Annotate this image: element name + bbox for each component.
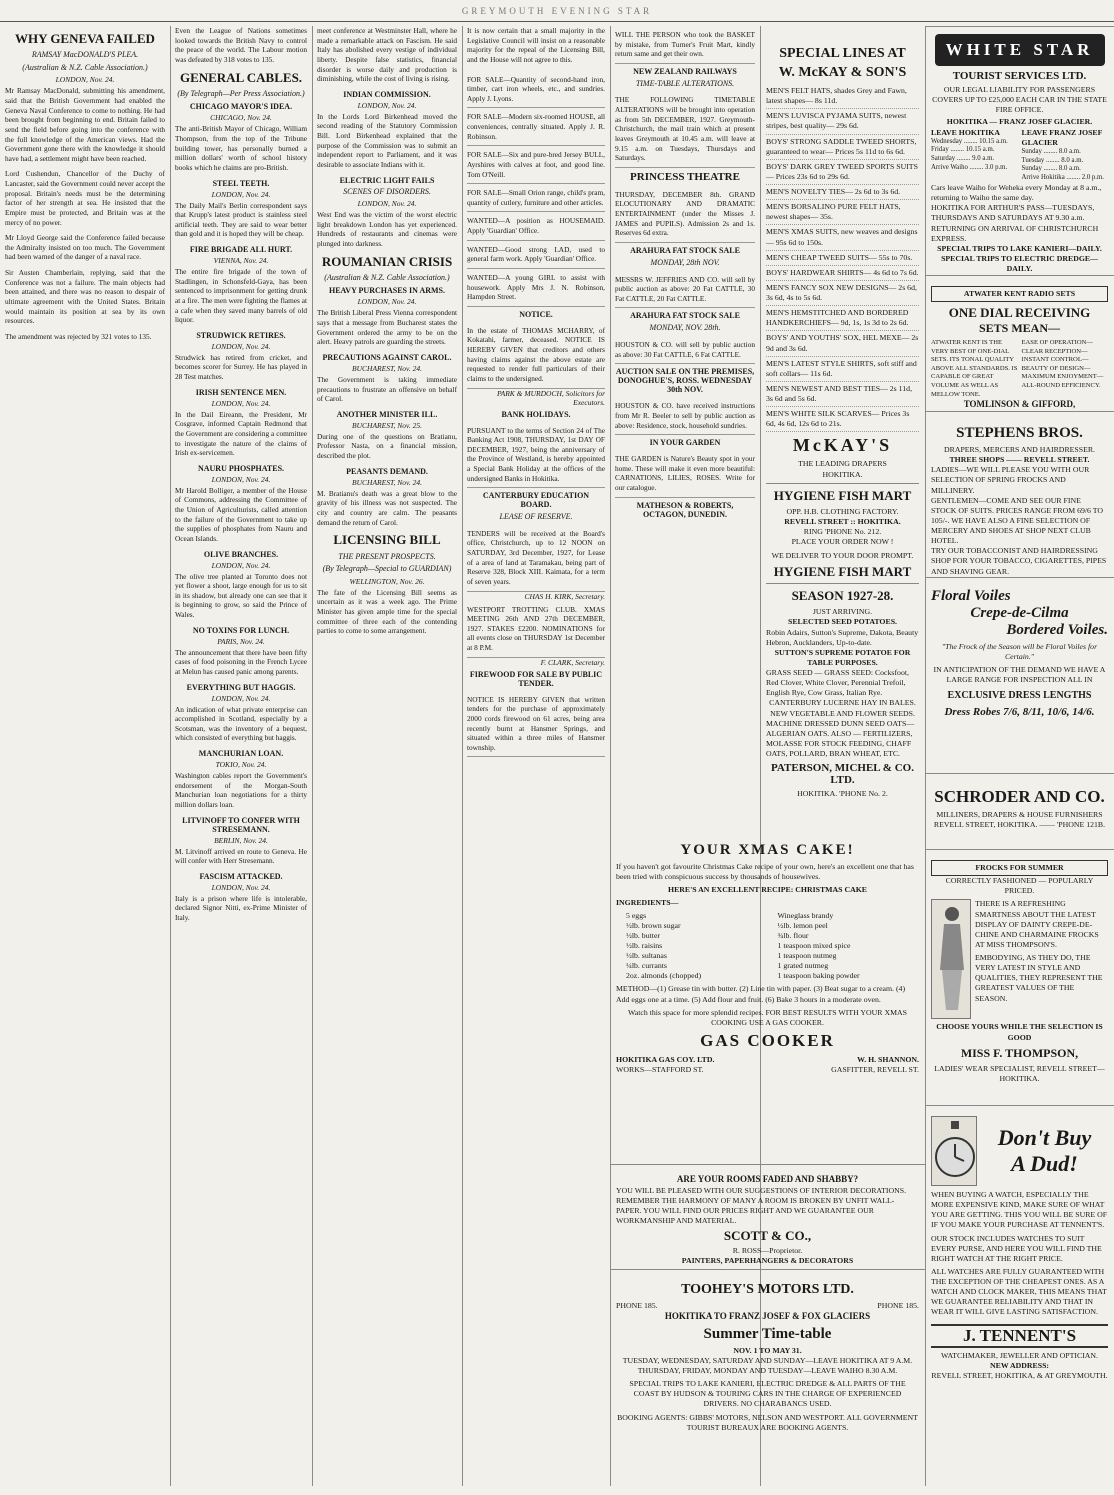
special-line-item: MEN'S CHEAP TWEED SUITS— 55s to 70s.	[766, 251, 919, 266]
classified-ad: FOR SALE—Quantity of second-hand iron, timber, cart iron wheels, etc., and sundries. Apply J. Lyons.	[467, 71, 605, 109]
story-kicker: CHICAGO MAYOR'S IDEA.	[189, 102, 293, 112]
ingredient-item: ½lb. raisins	[626, 940, 663, 950]
ad-text: IN ANTICIPATION OF THE DEMAND WE HAVE A LARGE RANGE FOR INSPECTION ALL IN	[933, 665, 1106, 685]
advertiser-name: W. McKAY & SON'S	[778, 65, 907, 80]
sale-notice: HOUSTON & CO. will sell by public auction as above: 30 Fat CATTLE, 6 Fat CATTLE.	[615, 336, 755, 364]
ad-text: WHEN BUYING A WATCH, ESPECIALLY THE MORE EXPENSIVE KIND, MAKE SURE OF WHAT YOU ARE GETTING. THIS YOU WILL BE SURE OF IF YOU MAKE YOUR PURCHASE AT TENNENT'S.	[931, 1190, 1108, 1230]
dateline: CHICAGO, Nov. 24.	[210, 113, 272, 123]
ad-special	[931, 274, 1108, 276]
ad-headline: SETS MEAN—	[978, 321, 1061, 336]
special-line-item: MEN'S NEWEST AND BEST TIES— 2s 11d, 3s 6d and 5s 6d.	[766, 382, 919, 407]
special-line-item: BOYS' HARDWEAR SHIRTS— 4s 6d to 7s 6d.	[766, 266, 919, 281]
dateline: WELLINGTON, Nov. 26.	[349, 576, 425, 586]
masthead: GREYMOUTH EVENING STAR	[0, 0, 1114, 22]
ad-title: SPECIAL LINES AT	[779, 46, 906, 61]
ad-headline: Crepe-de-Cilma	[970, 605, 1069, 621]
advertiser-name: McKAY'S	[792, 435, 893, 456]
firewood-notice: NOTICE IS HEREBY GIVEN that written tenders for the purchase of approximately 2000 cords firewood on 61 acres, being area recently burnt at Hansmer Springs, and situated within a three miles of Hansmer township.	[467, 691, 605, 758]
ad-subtitle: WATCHMAKER, JEWELLER AND OPTICIAN.	[940, 1350, 1098, 1360]
column-3	[312, 26, 462, 1486]
story-kicker: PRECAUTIONS AGAINST CAROL.	[322, 352, 452, 362]
dateline: LONDON, Nov. 24.	[55, 75, 115, 85]
timetable-left	[931, 138, 1018, 173]
ad-special: SPECIAL TRIPS TO ELECTRIC DREDGE—DAILY.	[941, 253, 1098, 274]
special-line-item: BOYS' DARK GREY TWEED SPORTS SUITS— Prices 23s 6d to 29s 6d.	[766, 160, 919, 185]
special-line-item: MEN'S FELT HATS, shades Grey and Fawn, latest shapes— 8s 11d.	[766, 84, 919, 109]
ad-subtitle: R. ROSS—Proprietor.	[732, 1246, 803, 1256]
advertiser-name: SCOTT & CO.,	[723, 1228, 812, 1244]
ad-subtitle: DRAPERS, MERCERS AND HAIRDRESSER.	[944, 445, 1095, 454]
fashion-figure-illustration	[931, 899, 971, 1019]
dateline: TOKIO, Nov. 24.	[215, 760, 267, 770]
ad-item: MACHINE DRESSED DUNN SEED OATS— ALGERIAN OATS. ALSO — FERTILIZERS, MOLASSE FOR STOCK FEEDING, CHAFF OATS, POLLARD, BRAN WHEAT, ETC.	[766, 718, 915, 758]
special-line-item: BOYS' STRONG SADDLE TWEED SHORTS, guaranteed to wear— Prices 5s 11d to 6s 6d.	[766, 135, 919, 160]
story-kicker: NAURU PHOSPHATES.	[197, 463, 285, 473]
ad-item: SELECTED SEED POTATOES.	[788, 617, 897, 627]
story-kicker: HEAVY PURCHASES IN ARMS.	[328, 286, 446, 296]
dateline: LONDON, Nov. 24.	[211, 398, 271, 408]
atwater-kent-ad	[925, 282, 1114, 412]
ad-item: Robin Adairs, Sutton's Supreme, Dakota, Beauty Hebron, Aucklanders, Up-to-date.	[766, 627, 919, 647]
ad-location: WORKS—STAFFORD ST.	[616, 1065, 704, 1074]
ingredient-item: ¾lb. flour	[777, 930, 809, 940]
notice-heading: FIREWOOD FOR SALE BY PUBLIC TENDER.	[469, 669, 603, 688]
ad-text: ALL WATCHES ARE FULLY GUARANTEED WITH THE EXCEPTION OF THE CHEAPEST ONES. AS A WATCH AND CLOCK MAKER, THIS MEANS THAT WE GUARANTEE RELIABILITY AND THAT IN WEAR IT WILL GIVE LASTING SATISFACTION.	[931, 1266, 1107, 1317]
ad-text: SPECIAL TRIPS TO LAKE KANIERI, ELECTRIC DREDGE & ALL PARTS OF THE COAST BY HUDSON & TOURING CARS IN THE CHARGE OF EXPERIENCED DRIVERS. NO CHARABANCS USED.	[629, 1379, 906, 1409]
classified-ad: FOR SALE—Small Orion range, child's pram, quantity of cutlery, furniture and other articles.	[467, 184, 605, 212]
subheadline: RAMSAY MacDONALD'S PLEA.	[31, 50, 139, 60]
ad-title: ARE YOUR ROOMS FADED AND SHABBY?	[676, 1174, 859, 1184]
paragraph: It is now certain that a small majority in the Legislative Council will insist on a reasonable majority for the repeal of the Licensing Bill, and the House will not agree to this.	[467, 26, 605, 64]
theatre-notice: THURSDAY, DECEMBER 8th. GRAND ELOCUTIONARY AND DRAMATIC ENTERTAINMENT (under the Misses J. JAMES and PUPILS). Admission 2s and 1s. Reserves 6d extra.	[615, 186, 755, 243]
paragraph: In the Lords Lord Birkenhead moved the second reading of the Statutory Commission Bill. Lord Birkenhead explained that the purpose of the Commission was to submit an independent report to Parliament, and it was desirable to associate Indians with it.	[317, 111, 457, 169]
ingredient-item: 5 eggs	[626, 910, 647, 920]
ad-item: CANTERBURY LUCERNE HAY IN BALES.	[769, 698, 916, 708]
story-kicker: NO TOXINS FOR LUNCH.	[192, 625, 290, 635]
frocks-ad	[925, 856, 1114, 1106]
dateline: BUCHAREST, Nov. 25.	[352, 420, 422, 430]
ad-text: OUR LEGAL LIABILITY FOR PASSENGERS COVERS UP TO £25,000 EACH CAR IN THE STATE FIRE OFFICE.	[932, 85, 1107, 115]
special-line-item: BOYS' AND YOUTHS' SOX, HEL MEXE— 2s 9d and 3s 6d.	[766, 331, 919, 356]
dateline: LONDON, Nov. 24.	[211, 560, 271, 570]
special-line-item: MEN'S BORSALINO PURE FELT HATS, newest shapes— 35s.	[766, 200, 919, 225]
timetable-row: Tuesday ........ 8.0 a.m.	[1021, 156, 1084, 164]
tender-notice: TENDERS will be received at the Board's office, Christchurch, up to 12 NOON on SATURDAY, 3rd December, 1927, for Lease of a area of land at Taramakau, being part of Reserve 328, Block XIII. Kaimata, for a term of seven years.	[467, 525, 605, 592]
paragraph: Sir Austen Chamberlain, replying, said that the Conference was not a failure. The main objects had been attained, and there was no reason to despair of ultimate agreement with the United States. Britain would maintain its position at sea by its own resources.	[5, 268, 165, 326]
ad-title: TOURIST SERVICES LTD.	[952, 70, 1087, 82]
ad-text: OUR STOCK INCLUDES WATCHES TO SUIT EVERY PURSE, AND HERE YOU WILL FIND THE RIGHT WATCH AT THE RIGHT PRICE.	[931, 1233, 1102, 1263]
ad-location: REVELL STREET, HOKITIKA. —— 'PHONE 121B.	[933, 820, 1106, 830]
ad-text: HOKITIKA FOR ARTHUR'S PASS—TUESDAYS, THURSDAYS AND SATURDAYS AT 9.30 a.m. RETURNING ON ARRIVAL OF CHRISTCHURCH EXPRESS.	[931, 203, 1099, 243]
dateline: LONDON, Nov. 24.	[211, 693, 271, 703]
ad-subtitle: OPP. H.B. CLOTHING FACTORY.	[786, 506, 899, 516]
ingredient-item: ½lb. brown sugar	[626, 920, 681, 930]
faded-rooms-ad	[610, 1170, 925, 1270]
schroder-ad	[925, 780, 1114, 850]
paragraph: meet conference at Westminster Hall, where he made a remarkable attack on Fascism. He said Italy has abolished every vestige of individual liberty. Despite false statistics, financial disorder is worse daily and production is diminishing, while the cost of living is rising.	[317, 26, 457, 84]
story-list	[175, 102, 307, 922]
ad-text: Cars leave Waiho for Weheka every Monday at 8 a.m., returning to Waiho the same day.	[931, 183, 1102, 203]
dateline: VIENNA, Nov. 24.	[213, 256, 269, 266]
source: (Australian & N.Z. Cable Association.)	[22, 62, 148, 72]
tooheys-ad	[610, 1275, 925, 1490]
ad-title: FROCKS FOR SUMMER	[931, 860, 1108, 876]
voiles-ad	[925, 584, 1114, 774]
timetable-row: Arrive Waiho ........ 3.0 p.m.	[931, 164, 1008, 172]
ad-location: REVELL STREET :: HOKITIKA.	[784, 516, 901, 526]
column-4	[462, 26, 610, 1486]
ingredients-label: INGREDIENTS—	[616, 898, 679, 908]
ad-item: SUTTON'S SUPREME POTATOE FOR TABLE PURPOSES.	[774, 647, 911, 667]
notice-heading: BANK HOLIDAYS.	[501, 409, 571, 419]
dateline: BUCHAREST, Nov. 24.	[352, 363, 422, 373]
basket-notice: WILL THE PERSON who took the BASKET by mistake, from Turner's Fruit Mart, kindly return same and get their own.	[615, 26, 755, 64]
paragraph: The announcement that there have been fifty cases of food poisoning in the French Lycee at Melun has caused panic among parents.	[175, 647, 307, 676]
special-line-item: MEN'S XMAS SUITS, new weaves and designs— 95s 6d to 150s.	[766, 225, 919, 250]
ad-text: ATWATER KENT IS THE VERY BEST OF ONE-DIAL SETS. ITS TONAL QUALITY ABOVE ALL STANDARDS. IS CAPABLE OF GREAT VOLUME AS WELL AS MELLOW TONE.	[931, 339, 1018, 398]
garden-notice: THE GARDEN is Nature's Beauty spot in your home. These will make it even more beautiful: CARNATIONS, LILIES, ROSES. Write for our catalogue.	[615, 450, 755, 498]
advertiser-name: MATHESON & ROBERTS, OCTAGON, DUNEDIN.	[636, 500, 734, 519]
ingredient-item: 1 grated nutmeg	[777, 961, 829, 971]
paragraph: The entire fire brigade of the town of Stadlingen, in Schonsfeld-Gaya, has been sentenced to imprisonment for getting drunk at a fire. The men were fighting the flames at a cafe when they saved many barrels of old liquor.	[175, 267, 307, 325]
ad-subtitle: JUST ARRIVING.	[812, 607, 873, 617]
paragraph: West End was the victim of the worst electric light breakdown London has yet experienced. Hundreds of restaurants and cinemas were plunged into darkness.	[317, 210, 457, 248]
ad-trades: PAINTERS, PAPERHANGERS & DECORATORS	[681, 1256, 854, 1266]
advertiser-name: PATERSON, MICHEL & CO. LTD.	[771, 762, 914, 787]
ingredient-item: 1 teaspoon mixed spice	[777, 940, 851, 950]
method-text: METHOD—(1) Grease tin with butter. (2) Line tin with paper. (3) Beat sugar to a cream. (4) Add eggs one at a time. (5) Add flour and fruit. (6) Bake 3 hours in a moderate oven.	[616, 984, 906, 1004]
dateline: LONDON, Nov. 24.	[211, 474, 271, 484]
notice-heading: IN YOUR GARDEN	[649, 438, 721, 448]
column-6	[760, 26, 925, 846]
ad-title: SEASON 1927-28.	[766, 583, 919, 604]
advertiser-name: TOOHEY'S MOTORS LTD.	[681, 1282, 854, 1297]
ingredients-list	[626, 911, 919, 982]
ad-text: YOU WILL BE PLEASED WITH OUR SUGGESTIONS OF INTERIOR DECORATIONS. REMEMBER THE HARMONY OF MANY A ROOM IS BROKEN BY UNFIT WALL-PAPER. YOU WILL FIND OUR PRICES RIGHT AND WE GUARANTEE OUR WORKMANSHIP AND MATERIAL.	[616, 1185, 907, 1226]
notice-heading: NEW ZEALAND RAILWAYS	[633, 66, 737, 76]
story-kicker: EVERYTHING BUT HAGGIS.	[186, 682, 296, 692]
paragraph: In the Dail Eireann, the President, Mr Cosgrave, informed Captain Redmond that the Government are considering a committee to investigate the nature of the claims of Irish ex-servicemen.	[175, 409, 307, 458]
ingredient-item: 1 teaspoon nutmeg	[777, 951, 837, 960]
ad-cta: WE DELIVER TO YOUR DOOR PROMPT.	[771, 551, 914, 561]
dateline: BUCHAREST, Nov. 24.	[352, 477, 422, 487]
subheadline: LEASE OF RESERVE.	[499, 512, 573, 522]
dateline: LONDON, Nov. 24.	[211, 341, 271, 351]
ad-text: Watch this space for more splendid recipes. FOR BEST RESULTS WITH YOUR XMAS COOKING USE A GAS COOKER.	[628, 1007, 907, 1027]
column-1	[0, 26, 170, 1486]
timetable-right	[1022, 148, 1109, 183]
ad-subtitle: THREE SHOPS —— REVELL STREET.	[949, 455, 1090, 465]
paragraph: Washington cables report the Government's endorsement of the Morgan-South Manchurian loan negotiations for a thirty million dollars loan.	[175, 771, 307, 809]
advertiser-name: STEPHENS BROS.	[956, 425, 1083, 441]
notice-heading: PRINCESS THEATRE	[630, 170, 740, 183]
timetable-row: Sunday ........ 8.0 a.m.	[1021, 147, 1081, 155]
advertiser-name: W. H. SHANNON.	[857, 1054, 919, 1064]
ad-location: REVELL STREET, HOKITIKA, & AT GREYMOUTH.	[931, 1370, 1108, 1380]
ingredient-item: Wineglass brandy	[777, 910, 834, 920]
headline: ROUMANIAN CRISIS	[321, 253, 453, 269]
ad-text: LADIES—WE WILL PLEASE YOU WITH OUR SELECTION OF SPRING FROCKS AND MILLINERY.	[931, 465, 1090, 495]
classified-ad: FOR SALE—Six and pure-bred Jersey BULL, Ayrshires with calves at foot, and good line. Tom O'Neill.	[467, 146, 605, 184]
sale-notice: MESSRS W. JEFFRIES AND CO. will sell by public auction as above: 20 Fat CATTLE, 30 Fat CATTLE, 20 Fat CATTLE.	[615, 271, 755, 309]
paragraph: The Daily Mail's Berlin correspondent says that Krupp's latest product is stainless steel artificial teeth. They are said to wear better than gold and it is hoped they will be cheap.	[175, 200, 307, 239]
paragraph: Lord Cushendun, Chancellor of the Duchy of Lancaster, said the Government could never accept the proposal. Britain's needs must be the determining factor of her strength at sea. He insisted that the Empire must be protected, and Britain was at the mercy of no power.	[5, 169, 165, 227]
ad-text: GENTLEMEN—COME AND SEE OUR FINE STOCK OF SUITS. PRICES RANGE FROM 69/6 TO 105/-. WE HAVE ALSO A FINE SELECTION OF MERCERY AND SHOES AT SHOP NEXT CLUB HOTEL.	[931, 495, 1104, 546]
ad-phone: PHONE 185.	[616, 1301, 658, 1310]
story-kicker: LITVINOFF TO CONFER WITH STRESEMANN.	[182, 815, 300, 834]
advertiser-name: MISS F. THOMPSON,	[960, 1045, 1079, 1060]
paragraph: Even the League of Nations sometimes looked towards the British Navy to control the peace of the world. The Labour motion was defeated by 318 votes to 135.	[175, 26, 307, 64]
signature: PARK & MURDOCH, Solicitors for Executors.	[497, 388, 605, 407]
ad-text: TUESDAY, WEDNESDAY, SATURDAY AND SUNDAY—LEAVE HOKITIKA AT 9 A.M. THURSDAY, FRIDAY, MONDAY AND TUESDAY—LEAVE WAIHO 8.30 A.M.	[622, 1355, 913, 1376]
ad-phone: RING 'PHONE No. 212.	[803, 526, 882, 536]
timetable-row: Sunday ........ 8.0 a.m.	[1021, 165, 1081, 173]
paragraph: The fate of the Licensing Bill seems as uncertain as it was a week ago. The Prime Minister has given ample time for the special committee of three each of the contending parties to come to some arrangement.	[317, 587, 457, 636]
signature: CHAS H. KIRK, Secretary.	[524, 591, 605, 601]
dateline: LONDON, Nov. 24.	[211, 189, 271, 199]
signature: F. CLARK, Secretary.	[540, 657, 605, 667]
paragraph: Mr Lloyd George said the Conference failed because the Admiralty insisted on too much. The Government had been warned of the danger of a naval race.	[5, 233, 165, 262]
ingredient-item: 2oz. almonds (chopped)	[626, 971, 702, 981]
ad-headline: EXCLUSIVE DRESS LENGTHS	[947, 689, 1092, 701]
ad-subtitle: NEW ADDRESS:	[990, 1360, 1049, 1370]
bank-notice: PURSUANT to the terms of Section 24 of The Banking Act 1908, THURSDAY, 1st DAY OF DECEMBER, 1927, being the anniversary of the Province of Westland, is hereby appointed a Special Bank Holiday at the offices of the undersigned Banks in Hokitika.	[467, 422, 605, 489]
story-kicker: OLIVE BRANCHES.	[203, 549, 279, 559]
special-line-item: MEN'S LUVISCA PYJAMA SUITS, newest stripes, best quality— 29s 6d.	[766, 109, 919, 134]
paragraph: Strudwick has retired from cricket, and becomes scorer for Surrey. He has played in 28 Test matches.	[175, 352, 307, 382]
notice-heading: ARAHURA FAT STOCK SALE	[630, 245, 740, 255]
dateline: LONDON, Nov. 24.	[211, 882, 271, 892]
ad-phone: PHONE 185.	[877, 1301, 919, 1310]
paragraph: An indication of what private enterprise can accomplished in Scotland, especially by a Scotsman, was the inventory of a bequest, which consisted of everything but haggis.	[175, 704, 307, 743]
story-kicker: STEEL TEETH.	[212, 178, 270, 188]
ad-item: NEW VEGETABLE AND FLOWER SEEDS.	[770, 708, 915, 718]
notice-heading: AUCTION SALE ON THE PREMISES, DONOGHUE'S, ROSS. WEDNESDAY 30th NOV.	[615, 367, 755, 395]
special-line-item: MEN'S HEMSTITCHED AND BORDERED HANDKERCHIEFS— 9d, 1s, 1s 3d to 2s 6d.	[766, 306, 919, 331]
source: (By Telegraph—Special to GUARDIAN)	[322, 564, 452, 574]
subheadline: SCENES OF DISORDERS.	[343, 186, 431, 196]
ad-text: EMBODYING, AS THEY DO, THE VERY LATEST IN STYLE AND QUALITIES, THEY REPRESENT THE GREATEST VALUES OF THE SEASON.	[975, 953, 1103, 1003]
trotting-notice: WESTPORT TROTTING CLUB. XMAS MEETING 26th AND 27th DECEMBER, 1927. STAKES £2200. NOMINATIONS for all events close on THURSDAY 1st December at 8 P.M.	[467, 601, 605, 658]
ad-title: Summer Time-table	[703, 1325, 832, 1342]
ad-route: HOKITIKA TO FRANZ JOSEF & FOX GLACIERS	[664, 1311, 871, 1322]
classified-ad: FOR SALE—Modern six-roomed HOUSE, all conveniences, centrally situated. Apply J. R. Robinson.	[467, 108, 605, 146]
paragraph: The British Liberal Press Vienna correspondent says that a message from Bucharest states the Government ordered the army to be on the alert. Heavy patrols are guarding the streets.	[317, 308, 457, 347]
ad-headline: Don't Buy	[997, 1125, 1092, 1150]
ingredient-item: ½lb. sultanas	[626, 951, 667, 960]
advertiser-name: HYGIENE FISH MART	[766, 483, 919, 504]
paragraph: M. Litvinoff arrived en route to Geneva. He will confer with Herr Stresemann.	[175, 846, 307, 866]
ad-intro: If you haven't got favourite Christmas Cake recipe of your own, here's an excellent one that has been tried with conspicuous success by thousands of housewives.	[616, 862, 914, 882]
story-kicker: PEASANTS DEMAND.	[346, 466, 428, 476]
timetable-row: Arrive Hokitika ........ 2.0 p.m.	[1021, 174, 1104, 182]
ingredient-item: ¼lb. currants	[626, 961, 667, 971]
ad-subtitle: HERE'S AN EXCELLENT RECIPE: CHRISTMAS CAKE	[668, 885, 867, 895]
ad-text: THERE IS A REFRESHING SMARTNESS ABOUT THE LATEST DISPLAY OF DAINTY CREPE-DE-CHINE AND CHARMAINE FROCKS AT MISS THOMPSON'S.	[975, 899, 1099, 949]
ad-location: LADIES' WEAR SPECIALIST, REVELL STREET—HOKITIKA.	[934, 1063, 1105, 1083]
timetable-label: LEAVE FRANZ JOSEF GLACIER	[1021, 127, 1103, 147]
classified-ad: WANTED—Good strong LAD, used to general farm work. Apply 'Guardian' Office.	[467, 241, 605, 269]
railway-notice: THE FOLLOWING TIMETABLE ALTERATIONS will be brought into operation as from 5th DECEMBER, 1927. Greymouth-Christchurch, the mail train which at present leaves Greymouth at 10.45 a.m. will leave at 9.15 a.m. on Tuesdays, Thursdays and Saturdays.	[615, 91, 755, 167]
paragraph: The anti-British Mayor of Chicago, William Thompson, from the top of the Tribune building tower, has personally burned a million dollars' worth of school history books which he claims are pro-British.	[175, 124, 307, 172]
advertiser-name: TOMLINSON & GIFFORD,	[963, 399, 1076, 410]
story-kicker: IRISH SENTENCE MEN.	[195, 387, 287, 397]
ad-route: HOKITIKA — FRANZ JOSEF GLACIER.	[946, 117, 1093, 127]
xmas-cake-ad	[610, 835, 925, 1165]
dateline: BERLIN, Nov. 24.	[214, 835, 268, 845]
story-kicker: FASCISM ATTACKED.	[199, 871, 283, 881]
ad-text: EASE OF OPERATION—CLEAR RECEPTION—INSTANT CONTROL—BEAUTY OF DESIGN—MAXIMUM ENJOYMENT—ALL-ROUND EFFICIENCY.	[1021, 339, 1104, 389]
headline: LICENSING BILL	[333, 532, 441, 548]
ingredient-item: ½lb. lemon peel	[777, 920, 828, 930]
auction-notice: HOUSTON & CO. have received instructions from Mr R. Beeler to sell by public auction as above: Residence, stock, household sundries.	[615, 397, 755, 435]
ad-title: ATWATER KENT RADIO SETS	[931, 286, 1108, 302]
paragraph: During one of the questions on Bratianu, Professor Nasta, on a financial mission, described the plot.	[317, 431, 457, 461]
ad-text: BOOKING AGENTS: GIBBS' MOTORS, NELSON AND WESTPORT. ALL GOVERNMENT TOURIST BUREAUX ARE BOOKING AGENTS.	[617, 1412, 918, 1432]
story-kicker: ELECTRIC LIGHT FAILS	[339, 175, 435, 185]
dateline: LONDON, Nov. 24.	[357, 199, 417, 209]
ingredient-item: 1 teaspoon baking powder	[777, 971, 860, 981]
column-5	[610, 26, 760, 786]
estate-notice: In the estate of THOMAS MCHARRY, of Kokatahi, farmer, deceased. NOTICE IS HEREBY GIVEN that creditors and others having claims against the above estate are requested to render full particulars of their claims to the undersigned.	[467, 322, 605, 389]
white-star-ad	[925, 26, 1114, 276]
advertiser-name: J. TENNENT'S	[931, 1324, 1108, 1348]
headline: GENERAL CABLES.	[179, 69, 303, 85]
ad-cta: CHOOSE YOURS WHILE THE SELECTION IS GOOD	[936, 1022, 1103, 1042]
story-kicker: FIRE BRIGADE ALL HURT.	[189, 245, 293, 255]
timetable-row: Friday ........ 10.15 a.m.	[931, 146, 995, 154]
ad-subtitle	[931, 411, 1108, 412]
ingredient-item: ½lb. butter	[626, 930, 660, 940]
special-line-item: MEN'S NOVELTY TIES— 2s 6d to 3s 6d.	[766, 185, 919, 200]
subheadline: MONDAY, NOV. 28th.	[649, 323, 721, 333]
paragraph: Italy is a prison where life is intolerable, declared Signor Nitti, ex-Prime Minister of Italy.	[175, 893, 307, 923]
ad-item: GRASS SEED — GRASS SEED: Cocksfoot, Red Clover, White Clover, Perennial Trefoil, English Rye, Cow Grass, Italian Rye.	[766, 668, 909, 698]
paragraph: The olive tree planted at Toronto does not yet flower a shoot, large enough for us to sit in its shadow, but already one can see that it is beginning to grow, so said the Prince of Wales.	[175, 571, 307, 620]
ad-quote: "The Frock of the Season will be Floral Voiles for Certain."	[941, 642, 1098, 662]
dateline: LONDON, Nov. 24.	[357, 100, 417, 110]
story-kicker: ANOTHER MINISTER ILL.	[336, 409, 438, 419]
subheadline: TIME-TABLE ALTERATIONS.	[635, 78, 735, 88]
special-line-item: MEN'S LATEST STYLE SHIRTS, soft stiff and soft collars— 11s 6d.	[766, 357, 919, 382]
ad-dates: NOV. 1 TO MAY 31.	[733, 1345, 802, 1355]
notice-heading: ARAHURA FAT STOCK SALE	[630, 311, 740, 321]
source: (Australian & N.Z. Cable Association.)	[324, 272, 450, 282]
source: (By Telegraph—Per Press Association.)	[177, 88, 305, 98]
ad-location: GASFITTER, REVELL ST.	[831, 1065, 919, 1074]
classified-ad: WANTED—A young GIRL to assist with housework. Apply Mrs J. N. Robinson, Hampden Street.	[467, 269, 605, 307]
notice-heading: CANTERBURY EDUCATION BOARD.	[482, 491, 590, 510]
ad-text: TRY OUR TOBACCONIST AND HAIRDRESSING SHOP FOR YOUR TOBACCO, CIGARETTES, PIPES AND SHAVING GEAR.	[931, 546, 1107, 576]
special-lines-list	[766, 84, 919, 432]
story-kicker: STRUDWICK RETIRES.	[196, 330, 286, 340]
ad-cta: PLACE YOUR ORDER NOW !	[791, 537, 894, 546]
dateline: LONDON, Nov. 24.	[357, 297, 417, 307]
timetable-label: LEAVE HOKITIKA	[931, 127, 1000, 137]
paragraph: M. Bratianu's death was a great blow to the gravity of his illness was not suspected. The city and country are calm. The peasants demand the return of Carol.	[317, 488, 457, 527]
story-kicker: MANCHURIAN LOAN.	[198, 749, 284, 759]
subheadline: MONDAY, 28th NOV.	[650, 257, 720, 267]
advertiser-name: HYGIENE FISH MART	[773, 564, 912, 580]
ad-subtitle: MILLINERS, DRAPERS & HOUSE FURNISHERS	[936, 810, 1103, 819]
special-line-item: MEN'S WHITE SILK SCARVES— Prices 3s 6d, 4s 6d, 12s 6d to 21s.	[766, 407, 919, 432]
subheadline: THE PRESENT PROSPECTS.	[338, 551, 436, 561]
paragraph: Mr Ramsay MacDonald, submitting his amendment, said that the British Government had enabled the Geneva Naval Conference to come to nothing. He had been brought from beginning to end. Britain failed to send the field before going into the conference with the full knowledge of the American views. Had the Government gone there with the knowledge it should have had, a settlement might have been reached.	[5, 86, 165, 163]
timetable-row: Saturday ........ 9.0 a.m.	[931, 155, 995, 163]
ad-special: SPECIAL TRIPS TO LAKE KANIERI—DAILY.	[937, 243, 1102, 253]
notice-heading: NOTICE.	[519, 309, 553, 319]
ad-headline: A Dud!	[1011, 1151, 1078, 1176]
ad-location: HOKITIKA. 'PHONE No. 2.	[797, 789, 888, 799]
ad-headline: Bordered Voiles.	[1006, 622, 1108, 638]
special-line-item: MEN'S FANCY SOX NEW DESIGNS— 2s 6d, 3s 6d, 4s to 5s 6d.	[766, 281, 919, 306]
ad-headline: Floral Voiles	[931, 588, 1011, 604]
advertiser-name: SCHRODER AND CO.	[934, 787, 1105, 806]
ad-location: HOKITIKA.	[822, 469, 863, 479]
stephens-ad	[925, 418, 1114, 578]
classified-ad: WANTED—A position as HOUSEMAID. Apply 'Guardian' Office.	[467, 212, 605, 240]
paragraph: The Government is taking immediate precautions to frustrate an offensive on behalf of Carol.	[317, 374, 457, 404]
story-kicker: INDIAN COMMISSION.	[343, 89, 431, 99]
ad-prices: Dress Robes 7/6, 8/11, 10/6, 14/6.	[944, 705, 1095, 718]
advertiser-name: HOKITIKA GAS COY. LTD.	[616, 1054, 715, 1064]
white-star-banner: WHITE STAR	[935, 34, 1105, 66]
paragraph: The amendment was rejected by 321 votes to 135.	[5, 331, 152, 341]
timetable-row: Wednesday ........ 10.15 a.m.	[931, 137, 1008, 145]
ad-subtitle: CORRECTLY FASHIONED — POPULARLY PRICED.	[945, 876, 1094, 896]
ad-title: YOUR XMAS CAKE!	[680, 842, 855, 858]
ad-title: GAS COOKER	[700, 1030, 835, 1050]
ad-signature	[931, 577, 1108, 578]
ad-subtitle: THE LEADING DRAPERS	[798, 459, 887, 469]
column-2	[170, 26, 312, 1486]
tennent-ad	[925, 1112, 1114, 1490]
classified-list	[467, 71, 605, 307]
paragraph: Mr Harold Bolliger, a member of the House of Commons, addressing the Committee of the Union of Agriculturists, called attention to the failure of the Government to take up the supplies of phosphates from Nauru and Ocean Islands.	[175, 485, 307, 543]
pocket-watch-illustration	[931, 1116, 977, 1186]
ad-headline: ONE DIAL RECEIVING	[948, 305, 1091, 321]
headline: WHY GENEVA FAILED	[15, 31, 155, 46]
dateline: PARIS, Nov. 24.	[217, 636, 265, 646]
